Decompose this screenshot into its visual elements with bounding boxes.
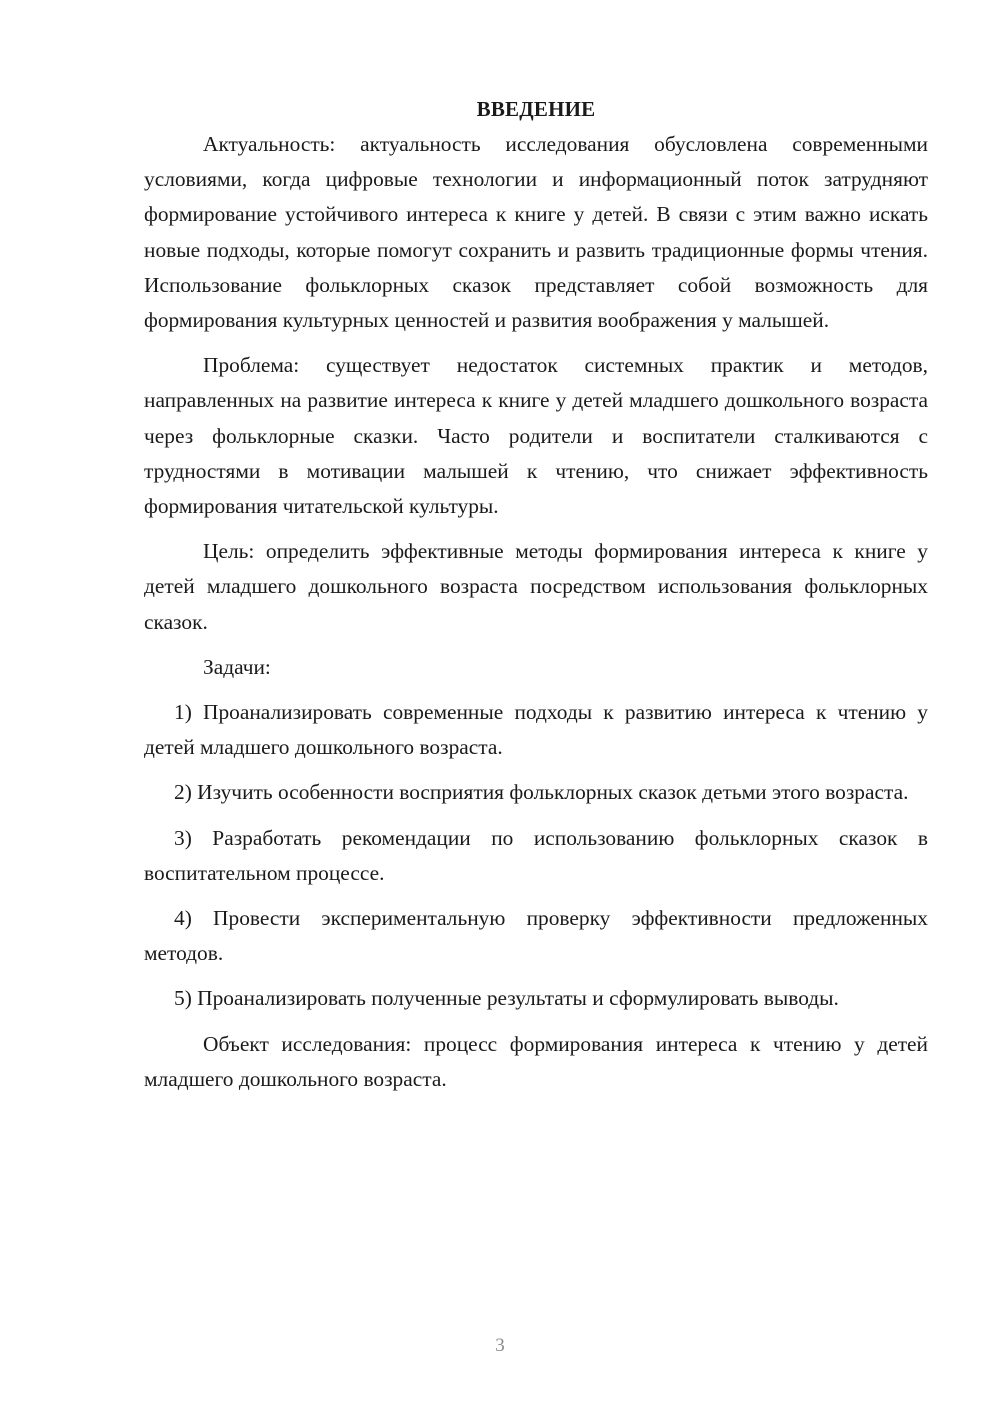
task-item-3: 3) Разработать рекомендации по использованию фольклорных сказок в воспитательном процессе. xyxy=(144,825,928,885)
object-paragraph: Объект исследования: процесс формирования интереса к чтению у детей младшего дошкольного возраста. xyxy=(144,1031,928,1091)
document-page xyxy=(144,92,928,1107)
tasks-label: Задачи: xyxy=(203,654,271,679)
task-item-2: 2) Изучить особенности восприятия фольклорных сказок детьми этого возраста. xyxy=(174,780,909,805)
page-number: 3 xyxy=(495,1335,505,1356)
task-item-1: 1) Проанализировать современные подходы к развитию интереса к чтению у детей младшего дошкольного возраста. xyxy=(144,700,928,760)
goal-paragraph: Цель: определить эффективные методы формирования интереса к книге у детей младшего дошкольного возраста посредством использования фольклорных сказок. xyxy=(144,539,928,634)
task-item-5: 5) Проанализировать полученные результаты и сформулировать выводы. xyxy=(174,986,839,1011)
problem-paragraph: Проблема: существует недостаток системных практик и методов, направленных на развитие интереса к книге у детей младшего дошкольного возраста через фольклорные сказки. Часто родители и воспитатели сталкиваются с трудностями в мотивации малышей к чтению, что снижает эффективность формирования читательской культуры. xyxy=(144,353,928,519)
relevance-paragraph: Актуальность: актуальность исследования обусловлена современными условиями, когда цифровые технологии и информационный поток затрудняют формирование устойчивого интереса к книге у детей. В связи с этим важно искать новые подходы, которые помогут сохранить и развить традиционные формы чтения. Использование фольклорных сказок представляет собой возможность для формирования культурных ценностей и развития воображения у малышей. xyxy=(144,132,928,333)
section-heading: ВВЕДЕНИЕ xyxy=(476,97,596,121)
task-item-4: 4) Провести экспериментальную проверку эффективности предложенных методов. xyxy=(144,906,928,966)
